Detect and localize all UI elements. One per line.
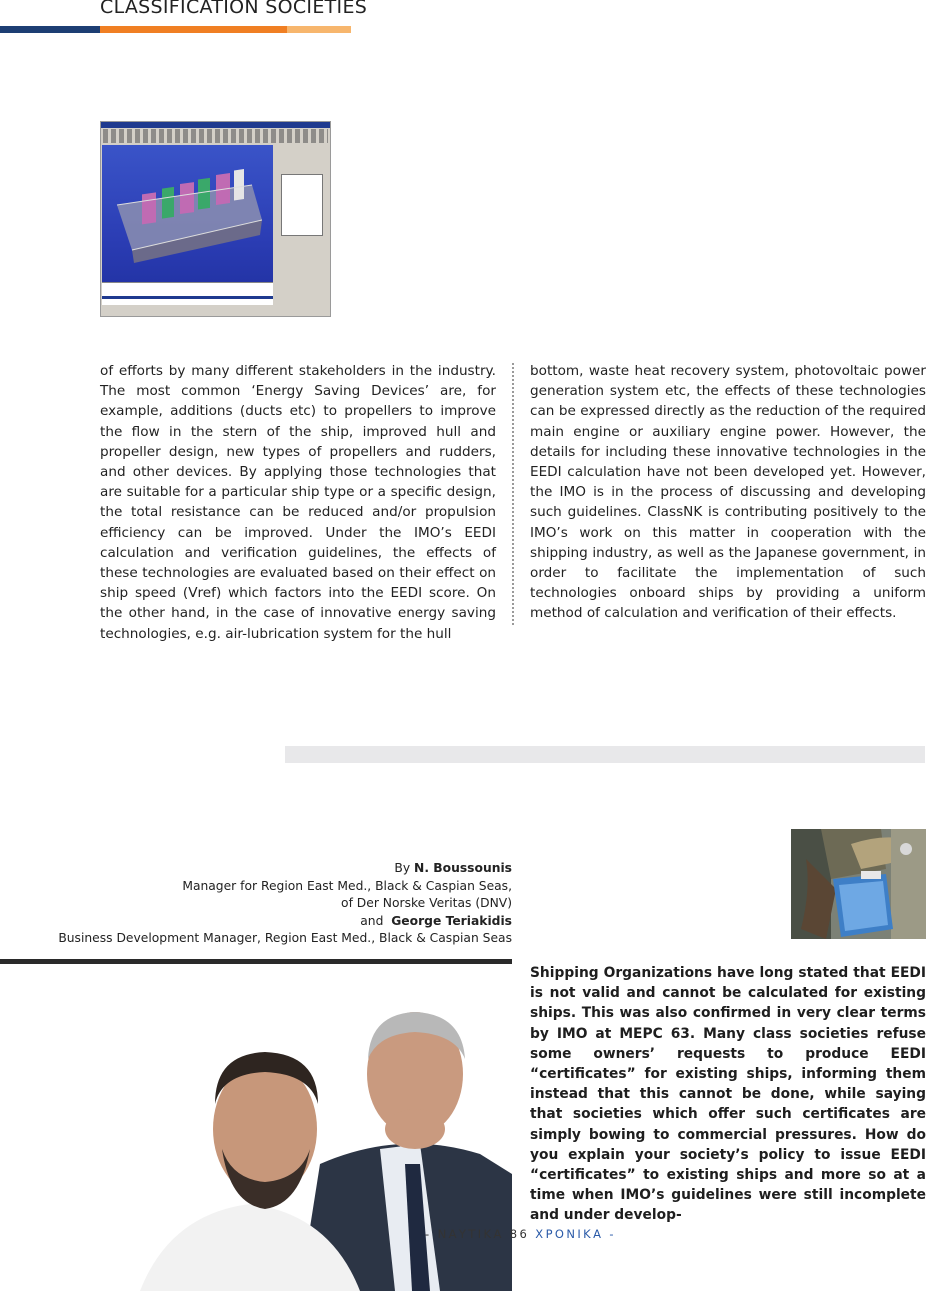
author-1-role-line-2: of Der Norske Veritas (DNV): [341, 896, 512, 910]
figure-toolbar: [103, 129, 328, 143]
article-column-right: [530, 361, 926, 624]
page-folio: [425, 1227, 616, 1241]
header-bar-orange: [100, 26, 287, 33]
column-divider: [512, 363, 514, 625]
figure-output-pane: [102, 282, 273, 305]
page-number: 86: [509, 1227, 530, 1241]
document-in-hand-photo: [791, 829, 926, 939]
interview-question: Shipping Organizations have long stated that EEDI is not valid and cannot be calculated for existing ships. This was also confirmed in very clear terms by IMO at MEPC 63. Many class societies refuse some owners’ requests to produce EEDI “certificates” for existing ships, informing them instead that this cannot be done, while saying that societies which offer such certificates are simply bowing to commercial pressures. How do you explain your society’s policy to issue EEDI “certificates” to existing ships and more so at a time when IMO’s guidelines were still incomplete and under develop-: [530, 965, 926, 1224]
figure-3d-viewport: [102, 145, 273, 302]
section-separator-bar: [285, 746, 925, 763]
software-screenshot-figure: [100, 121, 331, 317]
header-bar-light-orange: [287, 26, 351, 33]
folio-prefix: - ΝΑΥΤΙΚΑ: [425, 1227, 504, 1241]
author-2-name: George Teriakidis: [391, 913, 512, 928]
article-column-left: [100, 361, 496, 644]
figure-list-box: [281, 174, 323, 236]
byline: [12, 860, 512, 948]
section-title: CLASSIFICATION SOCIETIES: [100, 0, 368, 18]
left-column-paragraph: of efforts by many different stakeholders in the industry. The most common ‘Energy Saving Devices’ are, for example, additions (ducts etc) to propellers to improve the flow in the stern of the ship, improved hull and propeller design, new types of propellers and rudders, and other devices. By applying those technologies that are suitable for a particular ship type or a specific design, the total resistance can be reduced and/or propulsion efficiency can be improved. Under the IMO’s EEDI calculation and verification guidelines, the effects of these technologies are evaluated based on their effect on ship speed (Vref) which factors into the EEDI score. On the other hand, in the case of innovative energy saving technologies, e.g. air-lubrication system for the hull: [100, 363, 496, 642]
author-1-role-line-1: Manager for Region East Med., Black & Caspian Seas,: [182, 878, 512, 893]
author-2-role: Business Development Manager, Region East Med., Black & Caspian Seas: [58, 931, 512, 945]
author-1-name: N. Boussounis: [414, 861, 512, 875]
figure-titlebar: [101, 122, 330, 128]
header-bar-navy: [0, 26, 100, 33]
authors-portrait-photo: [0, 964, 512, 1291]
right-column-paragraph: bottom, waste heat recovery system, photovoltaic power generation system etc, the effects of these technologies can be expressed directly as the reduction of the required main engine or auxiliary engine power. However, the details for including these innovative technologies in the EEDI calculation have not been developed yet. However, the IMO is in the process of discussing and developing such guidelines. ClassNK is contributing positively to the IMO’s work on this matter in cooperation with the shipping industry, as well as the Japanese government, in order to facilitate the implementation of such technologies onboard ships by providing a uniform method of calculation and verification of their effects.: [530, 363, 926, 622]
byline-and: and: [360, 913, 384, 928]
ship-model-graphic: [102, 145, 273, 302]
folio-suffix: ΧΡΟΝΙΚΑ -: [535, 1227, 616, 1241]
byline-by: By: [394, 861, 411, 875]
figure-selection-bar: [102, 296, 273, 299]
